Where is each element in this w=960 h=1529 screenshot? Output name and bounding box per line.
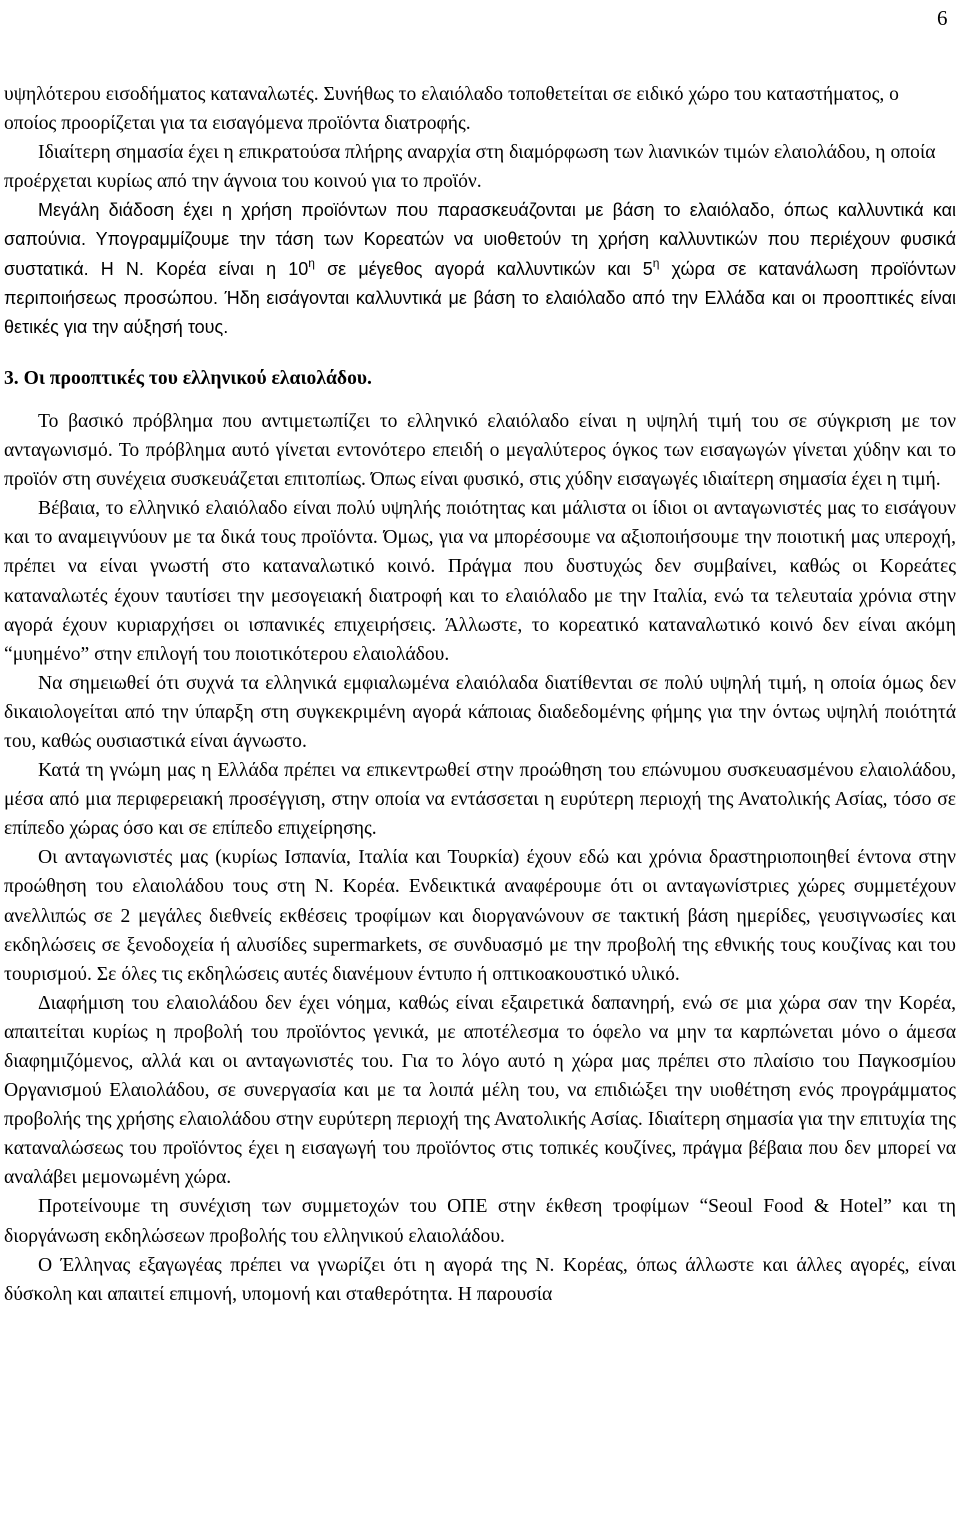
paragraph-retail-prices: Ιδιαίτερη σημασία έχει η επικρατούσα πλήρης αναρχία στη διαμόρφωση των λιανικών τιμών ελαιολάδου, η οποία προέρχεται κυρίως από την άγνοια του κοινού για το προϊόν. xyxy=(4,142,936,193)
paragraph-advertising: Διαφήμιση του ελαιολάδου δεν έχει νόημα, καθώς είναι εξαιρετικά δαπανηρή, ενώ σε μια χώρα σαν την Κορέα, απαιτείται κυρίως η προβολή του προϊόντος γενικά, με αποτέλεσμα το όφελο να μην τα καρπώνεται μόνο ο άμεσα διαφημιζόμενος, αλλά και οι ανταγωνιστές του. Για το λόγο αυτό η χώρα μας πρέπει στο πλαίσιο του Παγκοσμίου Οργανισμού Ελαιολάδου, σε συνεργασία και με τα λοιπά μέλη του, να επιδιώξει την υιοθέτηση ενός προγράμματος προβολής της χρήσης ελαιολάδου στην ευρύτερη περιοχή της Ανατολικής Ασίας. Ιδιαίτερη σημασία για την επιτυχία της καταναλώσεως του προϊόντος έχει η εισαγωγή του προϊόντος στις τοπικές κουζίνες, πράγμα βέβαια που δεν μπορεί να αναλάβει μεμονωμένη χώρα. xyxy=(4,992,956,1189)
paragraph-cosmetics-part1: Μεγάλη διάδοση έχει η χρήση προϊόντων που παρασκευάζονται με βάση το ελαιόλαδο, όπως καλλυντικά και σαπούνια. Υπογραμμίζουμε την τάση των Κορεατών να υιοθετούν τη χρήση καλλυντικών που περιέχουν φυσικά συστατικά. xyxy=(4,200,956,279)
paragraph-exporter: Ο Έλληνας εξαγωγέας πρέπει να γνωρίζει ότι η αγορά της Ν. Κορέας, όπως άλλωστε και άλλες αγορές, είναι δύσκολη και απαιτεί επιμονή, υπομονή και σταθερότητα. Η παρουσία xyxy=(4,1254,956,1305)
paragraph-cosmetics xyxy=(4,196,956,341)
paragraph-price-problem: Το βασικό πρόβλημα που αντιμετωπίζει το ελληνικό ελαιόλαδο είναι η υψηλή τιμή του σε σύγκριση με τον ανταγωνισμό. Το πρόβλημα αυτό γίνεται εντονότερο επειδή ο μεγαλύτερος όγκος των εισαγωγών γίνεται χύδην και το προϊόν στη συνέχεια συσκευάζεται επιτοπίως. Όπως είναι φυσικό, στις χύδην εισαγωγές ιδιαίτερη σημασία έχει η τιμή. xyxy=(4,410,956,491)
paragraph-bottled-price: Να σημειωθεί ότι συχνά τα ελληνικά εμφιαλωμένα ελαιόλαδα διατίθενται σε πολύ υψηλή τιμή, η οποία όμως δεν δικαιολογείται από την ύπαρξη στη συγκεκριμένη αγορά κάποιας διαδεδομένης φήμης για την όντως υψηλή ποιότητά του, καθώς ουσιαστικά είναι άγνωστο. xyxy=(4,672,956,752)
document-body xyxy=(4,80,956,1309)
paragraph-competitors: Οι ανταγωνιστές μας (κυρίως Ισπανία, Ιταλία και Τουρκία) έχουν εδώ και χρόνια δραστηριοποιηθεί έντονα στην προώθηση του ελαιολάδου τους στη Ν. Κορέα. Ενδεικτικά αναφέρουμε ότι οι ανταγωνίστριες χώρες συμμετέχουν ανελλιπώς σε 2 μεγάλες διεθνείς εκθέσεις τροφίμων και διοργανώνουν σε τακτική βάση ημερίδες, γευσιγνωσίες και εκδηλώσεις σε ξενοδοχεία ή αλυσίδες supermarkets, σε συνδυασμό με την προβολή της εθνικής τους κουζίνας και του τουρισμού. Σε όλες τις εκδηλώσεις αυτές διανέμουν έντυπο ή οπτικοακουστικό υλικό. xyxy=(4,847,956,985)
section-heading: 3. Οι προοπτικές του ελληνικού ελαιολάδου. xyxy=(4,367,372,389)
paragraph-cosmetics-part4: χώρα σε κατανάλωση προϊόντων περιποιήσεως προσώπου. Ήδη εισάγονται καλλυντικά με βάση το ελαιόλαδο από την Ελλάδα και οι προοπτικές είναι θετικές για την αύξησή τους. xyxy=(4,258,956,337)
paragraph-intro: υψηλότερου εισοδήματος καταναλωτές. Συνήθως το ελαιόλαδο τοποθετείται σε ειδικό χώρο του καταστήματος, ο οποίος προορίζεται για τα εισαγόμενα προϊόντα διατροφής. xyxy=(4,84,899,135)
ordinal-marker-1: η xyxy=(308,255,315,270)
paragraph-cosmetics-part3: σε μέγεθος αγορά καλλυντικών και 5 xyxy=(314,258,653,279)
paragraph-proposal: Προτείνουμε τη συνέχιση των συμμετοχών του ΟΠΕ στην έκθεση τροφίμων “Seoul Food & Hotel” και τη διοργάνωση εκδηλώσεων προβολής του ελληνικού ελαιολάδου. xyxy=(4,1196,956,1247)
page-number: 6 xyxy=(937,6,948,30)
paragraph-quality: Βέβαια, το ελληνικό ελαιόλαδο είναι πολύ υψηλής ποιότητας και μάλιστα οι ίδιοι οι ανταγωνιστές μας το εισάγουν και το αναμειγνύουν με τα δικά τους προϊόντα. Όμως, για να μπορέσουμε να αξιοποιήσουμε την ποιοτική μας υπεροχή, πρέπει να είναι γνωστή στο καταναλωτικό κοινό. Πράγμα που δυστυχώς δεν συμβαίνει, καθώς οι Κορεάτες καταναλωτές έχουν ταυτίσει την μεσογειακή διατροφή και το ελαιόλαδο με την Ιταλία, ενώ τα τελευταία χρόνια στην αγορά έχουν κυριαρχήσει οι ισπανικές επιχειρήσεις. Άλλωστε, το κορεατικό καταναλωτικό κοινό δεν είναι ακόμη “μυημένο” στην επιλογή του ποιοτικότερου ελαιολάδου. xyxy=(4,498,956,665)
paragraph-strategy: Κατά τη γνώμη μας η Ελλάδα πρέπει να επικεντρωθεί στην προώθηση του επώνυμου συσκευασμένου ελαιολάδου, μέσα από μια περιφερειακή προσέγγιση, στην οποία να εντάσσεται η ευρύτερη περιοχή της Ανατολικής Ασίας, τόσο σε επίπεδο χώρας όσο και σε επίπεδο επιχείρησης. xyxy=(4,760,956,840)
paragraph-cosmetics-part2: Η Ν. Κορέα είναι η 10 xyxy=(100,258,309,279)
ordinal-marker-2: η xyxy=(652,255,660,270)
